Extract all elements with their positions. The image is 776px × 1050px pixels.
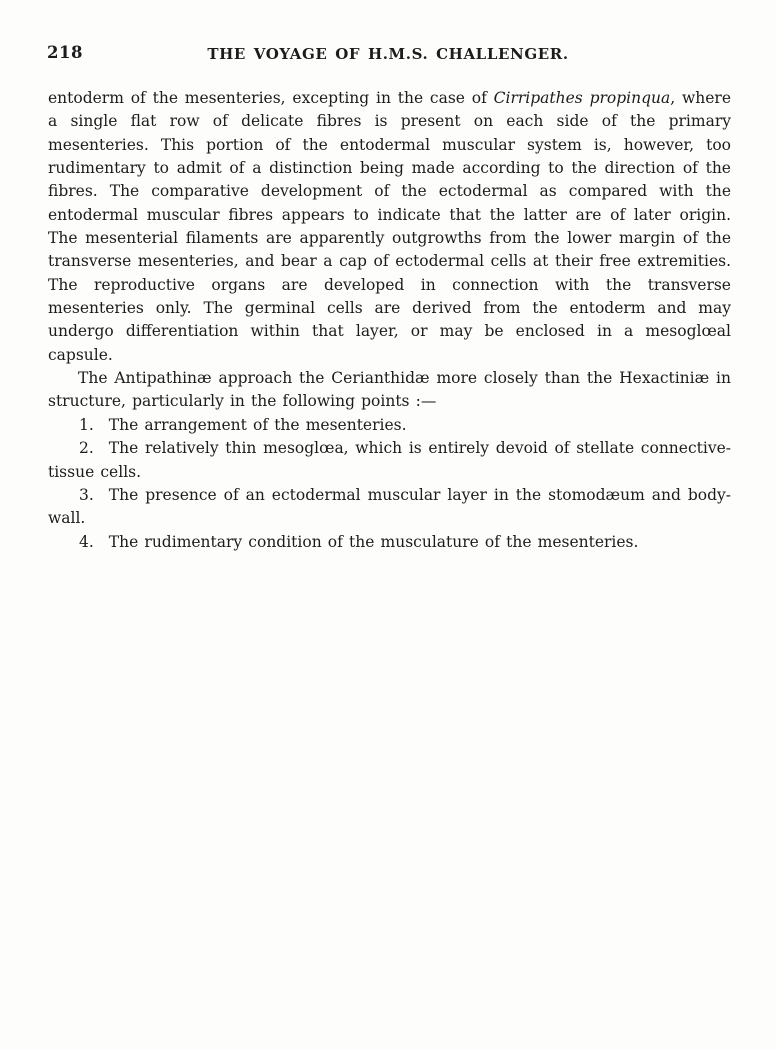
paragraph-text: entoderm of the mesenteries, excepting in the case of (48, 89, 494, 107)
list-item-text: The relatively thin mesoglœa, which is entirely devoid of stellate connective-tissue cells. (48, 439, 731, 481)
species-name-italic: Cirripathes propinqua (493, 89, 671, 107)
list-item-number: 1. (79, 415, 94, 434)
list-item (48, 484, 731, 531)
list-item (48, 414, 731, 437)
page-body (48, 87, 731, 554)
list-item-text: The presence of an ectodermal muscular layer in the stomodæum and body-wall. (48, 485, 731, 528)
running-header (0, 0, 776, 70)
paragraph-entoderm (48, 87, 731, 367)
running-title: THE VOYAGE OF H.M.S. CHALLENGER. (207, 45, 569, 63)
list-item-number: 2. (79, 439, 94, 458)
paragraph-antipathinae: The Antipathinæ approach the Cerianthidæ more closely than the Hexactiniæ in structure, particularly in the following points :— (48, 369, 731, 411)
list-item-text: The arrangement of the mesenteries. (108, 415, 407, 434)
page-number: 218 (47, 43, 83, 62)
list-item (48, 437, 731, 484)
list-item (48, 531, 731, 554)
list-item-text: The rudimentary condition of the musculature of the mesenteries. (108, 532, 639, 551)
paragraph-text: , where a single flat row of delicate fibres is present on each side of the primary mesenteries. This portion of the entodermal muscular system is, however, too rudimentary to admit of a distinction being made according to the direction of the fibres. The comparative development of the ectodermal as compared with the entodermal muscular fibres appears to indicate that the latter are of later origin. The mesenterial filaments are apparently outgrowths from the lower margin of the transverse mesenteries, and bear a cap of ectodermal cells at their free extremities. The reproductive organs are developed in connection with the transverse mesenteries only. The germinal cells are derived from the entoderm and may undergo differentiation within that layer, or may be enclosed in a mesoglœal capsule. (48, 89, 731, 364)
list-item-number: 4. (79, 532, 94, 551)
list-item-number: 3. (79, 485, 94, 504)
